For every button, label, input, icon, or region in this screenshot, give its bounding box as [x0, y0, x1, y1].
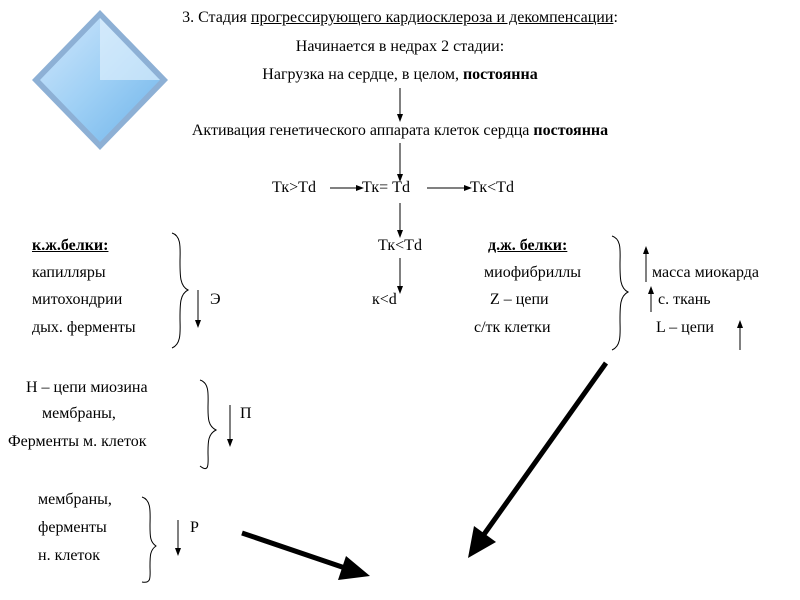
title: [0, 8, 800, 28]
right-item-myofibrils: миофибриллы: [484, 264, 582, 281]
middle-tk-lt-td: Тк<Тd: [378, 237, 422, 254]
activation-constant: постоянна: [533, 122, 609, 139]
activation-line: [0, 121, 800, 141]
left-group-heading: к.ж.белки:: [32, 237, 109, 254]
chain-tk-eq-td: Тк= Тd: [362, 179, 410, 196]
left-item-capillaries: капилляры: [32, 264, 106, 281]
left-item-enzymes: дых. ферменты: [32, 319, 136, 336]
title-underlined: прогрессирующего кардиосклероза и декомпенсации: [250, 9, 614, 26]
right-side-myocardium-mass: масса миокарда: [652, 264, 759, 281]
chain-tk-lt-td: Тк<Тd: [470, 179, 514, 196]
left-group-label-e: Э: [210, 291, 221, 308]
group-r-label: Р: [190, 519, 199, 536]
chain-tk-gt-td: Тк>Тd: [272, 179, 316, 196]
left-item-mitochondria: митохондрии: [32, 291, 123, 308]
r-item-membranes: мембраны,: [38, 491, 112, 508]
r-item-enzymes: ферменты: [38, 519, 107, 536]
title-suffix: :: [613, 9, 618, 26]
load-line: [0, 65, 800, 85]
p-item-myosin-h-chains: H – цепи миозина: [26, 379, 148, 396]
right-group-heading: д.ж. белки:: [488, 237, 568, 254]
right-item-ct-cells: с/тк клетки: [474, 319, 551, 336]
load-constant: постоянна: [462, 66, 538, 83]
subtitle-start: Начинается в недрах 2 стадии:: [295, 38, 505, 55]
right-side-l-chains: L – цепи: [656, 319, 714, 336]
p-item-membranes: мембраны,: [42, 405, 116, 422]
load-text: Нагрузка на сердце, в целом,: [262, 66, 463, 83]
right-item-z-chains: Z – цепи: [490, 291, 549, 308]
activation-text: Активация генетического аппарата клеток сердца: [191, 122, 534, 139]
p-item-enzymes-m-cells: Ферменты м. клеток: [8, 433, 147, 450]
title-prefix: 3. Стадия: [182, 9, 251, 26]
right-side-connective-tissue: с. ткань: [658, 291, 711, 308]
r-item-n-cells: н. клеток: [38, 547, 100, 564]
group-p-label: П: [240, 405, 252, 422]
middle-k-lt-d: к<d: [372, 291, 397, 308]
